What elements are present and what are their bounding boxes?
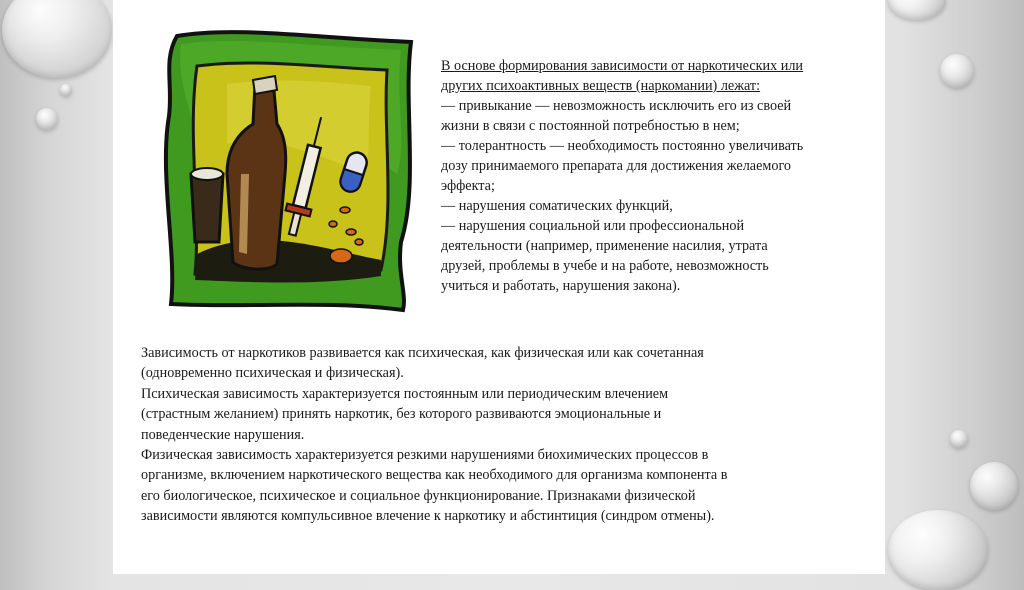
text-line: эффекта; bbox=[441, 178, 495, 194]
text-line: организме, включением наркотического вещества как необходимого для организма компонента в bbox=[141, 467, 728, 484]
water-drop bbox=[60, 84, 72, 96]
dependency-basis-text bbox=[441, 56, 881, 296]
text-line: жизни в связи с постоянной потребностью в нем; bbox=[441, 118, 740, 134]
text-line: Зависимость от наркотиков развивается как психическая, как физическая или как сочетанная bbox=[141, 345, 704, 361]
drugs-illustration bbox=[157, 24, 427, 316]
text-line: других психоактивных веществ (наркомании) лежат: bbox=[441, 78, 761, 94]
text-line: — толерантность — необходимость постоянно увеличивать bbox=[441, 138, 804, 154]
water-drop bbox=[2, 0, 112, 78]
water-drop bbox=[940, 54, 974, 88]
text-line: Физическая зависимость характеризуется резкими нарушениями биохимических процессов в bbox=[141, 447, 709, 464]
water-drop bbox=[36, 108, 58, 130]
water-drop bbox=[888, 0, 946, 20]
text-line: Психическая зависимость характеризуется постоянным или периодическим влечением bbox=[141, 385, 669, 402]
water-drop bbox=[970, 462, 1018, 510]
text-line: — нарушения соматических функций, bbox=[441, 198, 673, 214]
text-line: В основе формирования зависимости от наркотических или bbox=[441, 58, 804, 74]
text-line: (страстным желанием) принять наркотик, без которого развиваются эмоциональные и bbox=[141, 406, 662, 423]
text-line: его биологическое, психическое и социальное функционирование. Признаками физической bbox=[141, 487, 696, 504]
glass-icon bbox=[191, 168, 223, 242]
text-line: друзей, проблемы в учебе и на работе, невозможность bbox=[441, 258, 769, 274]
text-line: зависимости являются компульсивное влечение к наркотику и абстинтиция (синдром отмены). bbox=[141, 508, 715, 525]
text-line: дозу принимаемого препарата для достижения желаемого bbox=[441, 158, 792, 174]
text-line: учиться и работать, нарушения закона). bbox=[441, 278, 681, 294]
dependency-types-text bbox=[141, 343, 861, 527]
water-drop bbox=[888, 510, 988, 590]
water-drop bbox=[950, 430, 968, 448]
text-line: — привыкание — невозможность исключить его из своей bbox=[441, 98, 792, 114]
text-line: деятельности (например, применение насилия, утрата bbox=[441, 238, 768, 254]
text-line: — нарушения социальной или профессиональной bbox=[441, 218, 745, 234]
text-line: поведенческие нарушения. bbox=[141, 426, 305, 443]
text-line: (одновременно психическая и физическая). bbox=[141, 365, 404, 382]
